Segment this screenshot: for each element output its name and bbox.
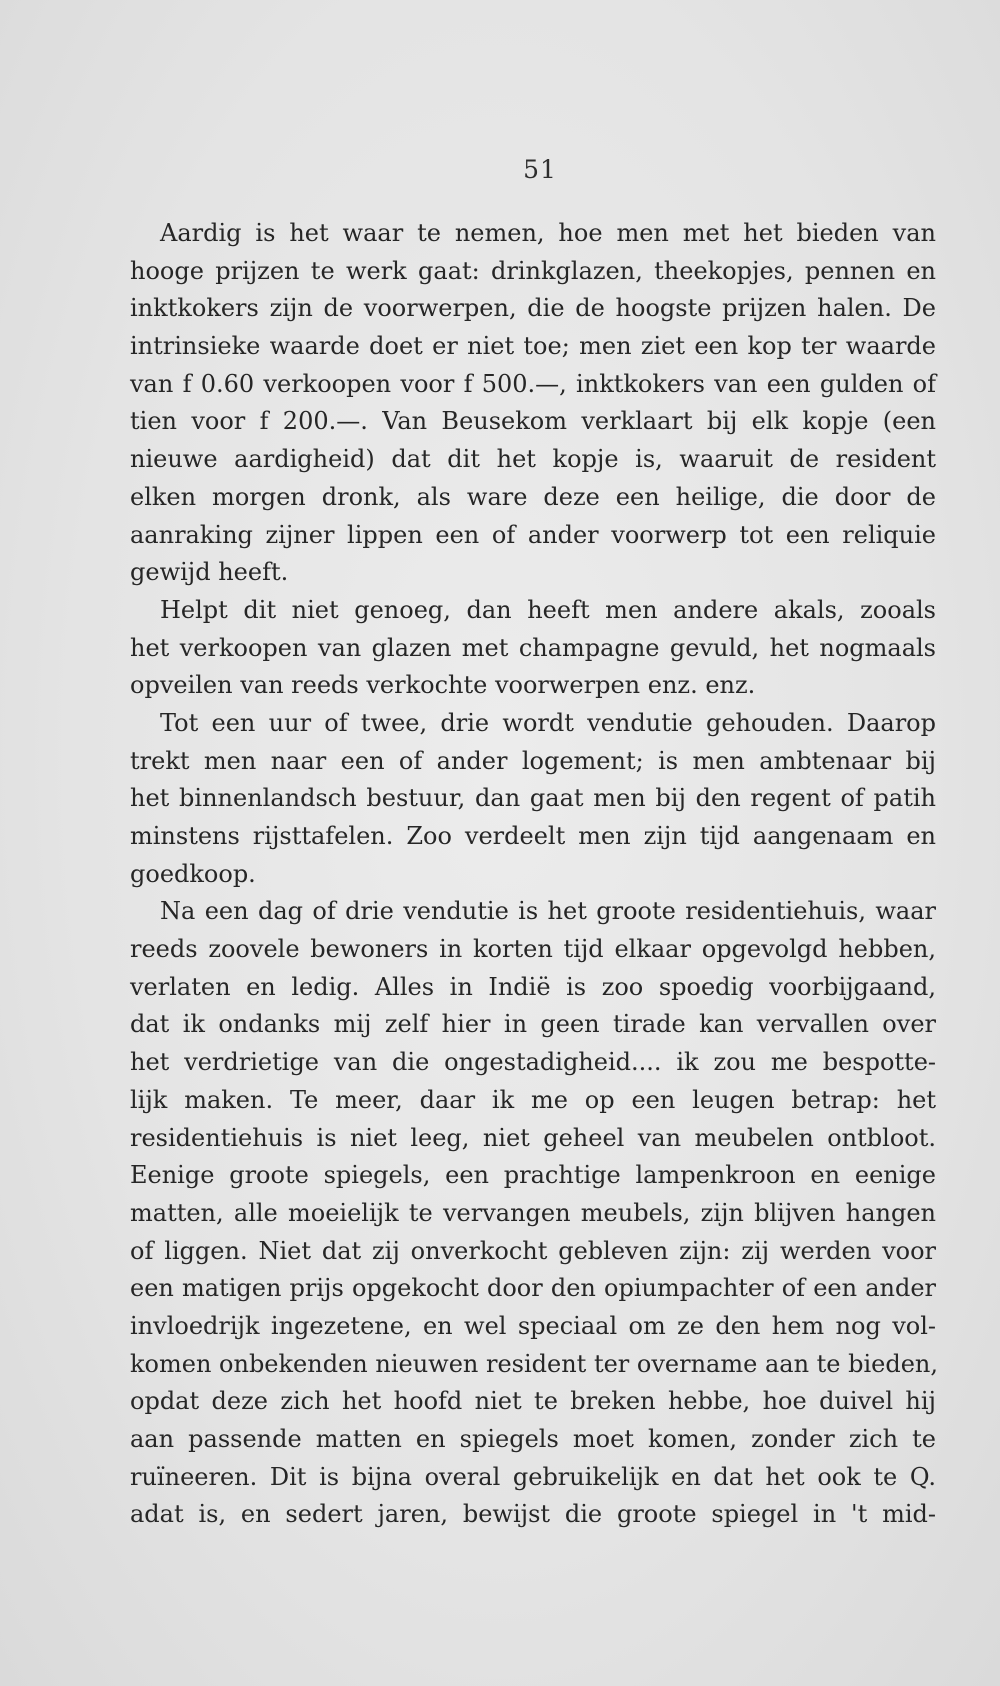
text-line: van f 0.60 verkoopen voor f 500.—, inktkokers van een gulden of: [130, 369, 936, 398]
page-number: 51: [523, 155, 557, 184]
text-line: dat ik ondanks mij zelf hier in geen tirade kan vervallen over: [130, 1010, 936, 1039]
body-text: [130, 215, 939, 1534]
text-line: minstens rijsttafelen. Zoo verdeelt men zijn tijd aangenaam en: [130, 822, 936, 850]
text-line: intrinsieke waarde doet er niet toe; men ziet een kop ter waarde: [130, 332, 936, 361]
text-line: opveilen van reeds verkochte voorwerpen enz. enz.: [130, 671, 756, 700]
text-line: het binnenlandsch bestuur, dan gaat men bij den regent of patih: [130, 784, 936, 813]
text-line: goedkoop.: [130, 859, 256, 888]
text-line: tien voor f 200.—. Van Beusekom verklaart bij elk kopje (een: [130, 407, 936, 436]
text-line: komen onbekenden nieuwen resident ter overname aan te bieden,: [130, 1349, 939, 1378]
text-line: Helpt dit niet genoeg, dan heeft men andere akals, zooals: [160, 595, 936, 624]
text-line: het verkoopen van glazen met champagne gevuld, het nogmaals: [130, 633, 936, 662]
text-line: Na een dag of drie vendutie is het groote residentiehuis, waar: [160, 897, 936, 926]
text-line: of liggen. Niet dat zij onverkocht gebleven zijn: zij werden voor: [130, 1236, 936, 1265]
text-line: een matigen prijs opgekocht door den opiumpachter of een ander: [130, 1274, 936, 1303]
text-line: nieuwe aardigheid) dat dit het kopje is, waaruit de resident: [130, 445, 936, 474]
text-line: gewijd heeft.: [130, 558, 289, 587]
text-line: opdat deze zich het hoofd niet te breken hebbe, hoe duivel hij: [130, 1387, 936, 1416]
text-line: inktkokers zijn de voorwerpen, die de hoogste prijzen halen. De: [130, 294, 936, 323]
text-line: ruïneeren. Dit is bijna overal gebruikelijk en dat het ook te Q.: [130, 1462, 936, 1491]
text-line: het verdrietige van die ongestadigheid.... ik zou me bespotte-: [130, 1048, 936, 1077]
text-line: reeds zoovele bewoners in korten tijd elkaar opgevolgd hebben,: [130, 935, 936, 964]
text-line: hooge prijzen te werk gaat: drinkglazen, theekopjes, pennen en: [130, 256, 936, 285]
text-line: lijk maken. Te meer, daar ik me op een leugen betrap: het: [130, 1085, 936, 1114]
text-line: trekt men naar een of ander logement; is men ambtenaar bij: [130, 746, 936, 775]
text-line: adat is, en sedert jaren, bewijst die groote spiegel in 't mid-: [130, 1500, 936, 1529]
text-line: invloedrijk ingezetene, en wel speciaal om ze den hem nog vol-: [130, 1311, 936, 1340]
text-line: residentiehuis is niet leeg, niet geheel van meubelen ontbloot.: [130, 1123, 936, 1152]
text-line: verlaten en ledig. Alles in Indië is zoo spoedig voorbijgaand,: [130, 972, 936, 1001]
text-line: Aardig is het waar te nemen, hoe men met het bieden van: [160, 219, 936, 247]
text-line: elken morgen dronk, als ware deze een heilige, die door de: [130, 482, 936, 511]
text-line: Eenige groote spiegels, een prachtige lampenkroon en eenige: [130, 1161, 936, 1190]
text-line: Tot een uur of twee, drie wordt vendutie gehouden. Daarop: [160, 708, 936, 737]
text-line: aan passende matten en spiegels moet komen, zonder zich te: [130, 1425, 936, 1453]
text-line: matten, alle moeielijk te vervangen meubels, zijn blijven hangen: [130, 1198, 936, 1227]
text-line: aanraking zijner lippen een of ander voorwerp tot een reliquie: [130, 520, 936, 549]
